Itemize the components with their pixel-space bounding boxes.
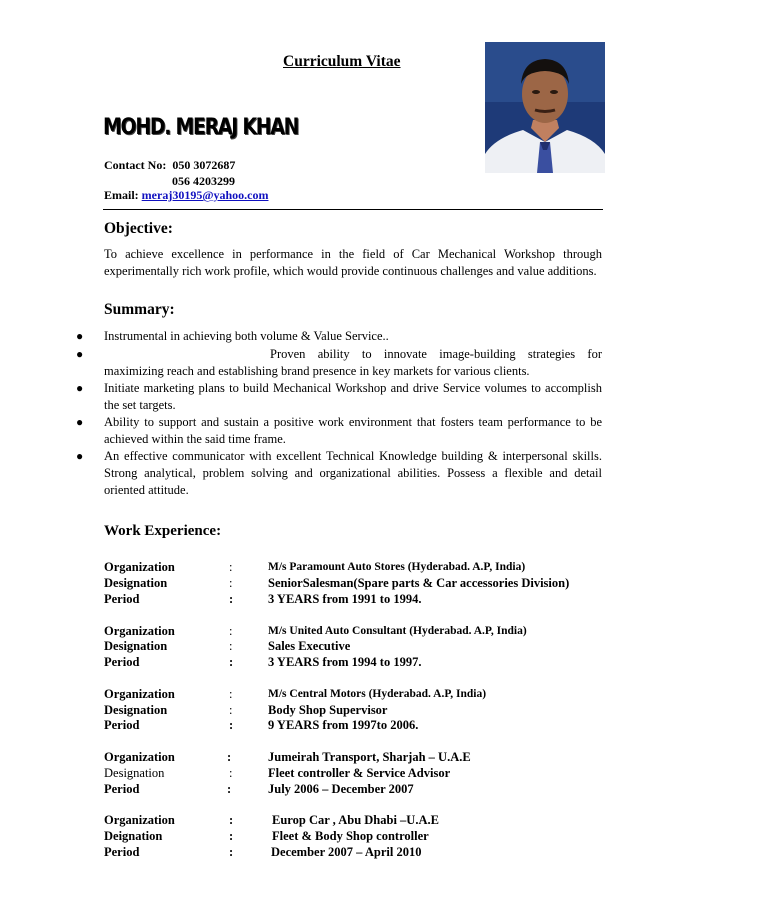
email-link[interactable]: meraj30195@yahoo.com [141,188,269,202]
colon: : [229,624,233,638]
per-value: 3 YEARS from 1991 to 1994. [268,592,422,606]
per-label: Period [104,845,140,859]
summary-item-4: Ability to support and sustain a positive work environment that fosters team performance to be achieved within the said time frame. [104,415,602,446]
colon: : [229,655,234,669]
des-label: Designation [104,703,168,717]
objective-heading: Objective: [104,220,173,237]
entry-2-designation-row [0,638,768,654]
org-label: Organization [104,687,175,701]
bullet-icon: ● [76,329,84,343]
des-value: Fleet controller & Service Advisor [268,766,451,780]
des-label: Designation [104,766,165,780]
per-label: Period [104,655,140,669]
des-value: Fleet & Body Shop controller [272,829,429,843]
per-value: 3 YEARS from 1994 to 1997. [268,655,422,669]
org-label: Organization [104,813,175,827]
entry-3-organization-row [0,686,768,702]
colon: : [229,718,234,732]
org-value: Jumeirah Transport, Sharjah – U.A.E [268,750,471,764]
entry-2-period-row [0,654,768,670]
org-value: M/s United Auto Consultant (Hyderabad. A.P, India) [268,625,527,637]
des-value: Sales Executive [268,639,351,653]
colon: : [229,639,233,653]
phone-1: 050 3072687 [172,158,236,172]
portrait-image [485,42,605,173]
per-label: Period [104,782,140,796]
per-value: 9 YEARS from 1997to 2006. [268,718,419,732]
bullet-icon: ● [76,415,84,429]
des-value: SeniorSalesman(Spare parts & Car accessories Division) [268,576,570,590]
contact-line-1 [104,157,235,173]
entry-5-designation-row [0,828,768,844]
des-label: Designation [104,576,168,590]
summary-item-1: Instrumental in achieving both volume & Value Service.. [104,329,389,343]
des-label: Deignation [104,829,163,843]
colon: : [229,813,234,827]
colon: : [227,782,232,796]
email-line [104,187,268,203]
summary-item-2: Proven ability to innovate image-building strategies for maximizing reach and establishing brand presence in key markets for various clients. [104,347,602,378]
summary-item-3: Initiate marketing plans to build Mechanical Workshop and drive Service volumes to accomplish the set targets. [104,381,602,412]
objective-text: To achieve excellence in performance in the field of Car Mechanical Workshop through experimentally rich work profile, which would provide continuous challenges and value additions. [104,247,602,278]
contact-label: Contact No: [104,158,167,172]
colon: : [229,829,234,843]
per-label: Period [104,592,140,606]
bullet-icon: ● [76,449,84,463]
entry-1-designation-row [0,575,768,591]
org-label: Organization [104,560,175,574]
org-value: Europ Car , Abu Dhabi –U.A.E [272,813,439,827]
entry-4-organization-row [0,749,768,765]
per-value: December 2007 – April 2010 [271,845,422,859]
entry-3-period-row [0,717,768,733]
work-experience-heading: Work Experience: [104,523,222,539]
colon: : [229,560,233,574]
org-value: M/s Paramount Auto Stores (Hyderabad. A.P, India) [268,561,526,573]
colon: : [229,845,234,859]
org-label: Organization [104,750,175,764]
entry-1-period-row [0,591,768,607]
org-label: Organization [104,624,175,638]
per-label: Period [104,718,140,732]
summary-heading: Summary: [104,301,175,318]
email-label: Email: [104,188,139,202]
entry-4-designation-row [0,765,768,781]
colon: : [229,687,233,701]
phone-2: 056 4203299 [172,174,235,188]
des-label: Designation [104,639,168,653]
entry-3-designation-row [0,702,768,718]
per-value: July 2006 – December 2007 [268,782,414,796]
candidate-name: MOHD. MERAJ KHAN [103,115,299,140]
header-divider [103,209,603,210]
org-value: M/s Central Motors (Hyderabad. A.P, India) [268,688,487,700]
document-title: Curriculum Vitae [283,53,401,70]
bullet-icon: ● [76,381,84,395]
entry-1-organization-row [0,559,768,575]
colon: : [229,766,233,780]
entry-5-period-row [0,844,768,860]
bullet-icon: ● [76,347,84,361]
entry-2-organization-row [0,623,768,639]
colon: : [229,703,233,717]
profile-photo [485,42,605,173]
entry-5-organization-row [0,812,768,828]
colon: : [227,750,232,764]
colon: : [229,592,234,606]
summary-item-5: An effective communicator with excellent Technical Knowledge building & interpersonal skills. Strong analytical, problem solving and organizational abilities. Possess a flexible and detail oriented attitude. [104,449,602,497]
colon: : [229,576,233,590]
entry-4-period-row [0,781,768,797]
des-value: Body Shop Supervisor [268,703,388,717]
